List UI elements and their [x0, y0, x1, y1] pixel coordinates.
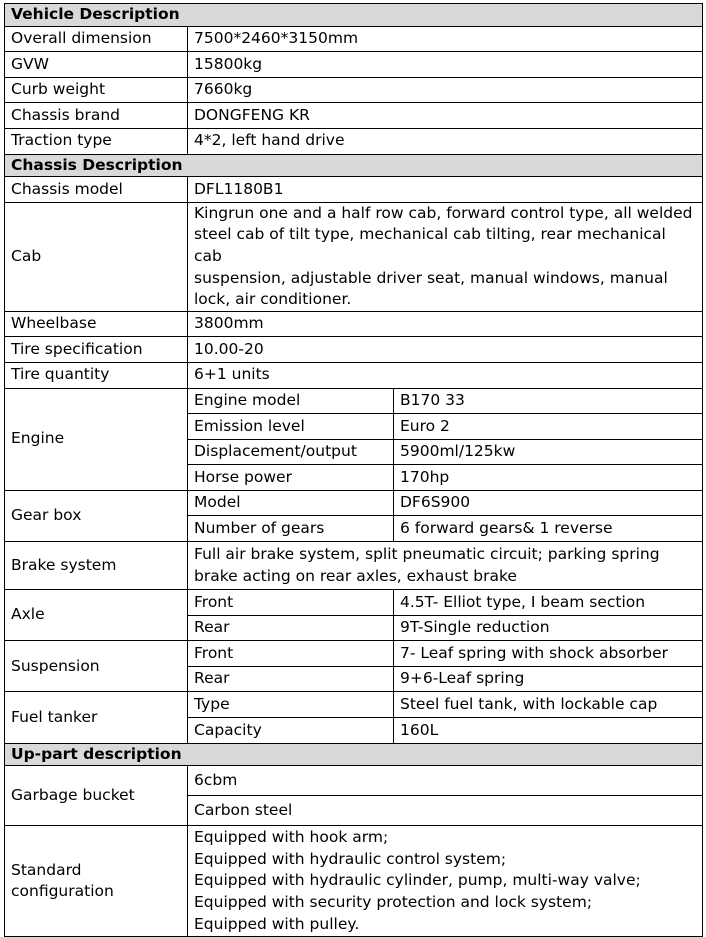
- text-line: brake acting on rear axles, exhaust brake: [194, 566, 517, 585]
- table-row: [5, 590, 703, 616]
- brake-description: [188, 542, 703, 590]
- text-line: suspension, adjustable driver seat, manual windows, manual: [194, 268, 668, 287]
- sub-value: 6 forward gears& 1 reverse: [394, 516, 703, 542]
- row-value: 15800kg: [188, 52, 703, 78]
- sub-label: Displacement/output: [188, 439, 394, 465]
- row-value: 3800mm: [188, 311, 703, 337]
- group-label: Gear box: [5, 490, 188, 541]
- sub-value: 9+6-Leaf spring: [394, 666, 703, 692]
- row-label: Wheelbase: [5, 311, 188, 337]
- sub-value: B170 33: [394, 388, 703, 414]
- table-row: [5, 337, 703, 363]
- row-value: DFL1180B1: [188, 177, 703, 203]
- row-value: Carbon steel: [188, 796, 703, 826]
- group-label: Suspension: [5, 641, 188, 692]
- table-row: [5, 826, 703, 937]
- text-line: Equipped with hydraulic cylinder, pump, multi-way valve;: [194, 871, 641, 890]
- sub-value: Steel fuel tank, with lockable cap: [394, 692, 703, 718]
- table-row: [5, 641, 703, 667]
- text-line: Equipped with pulley.: [194, 914, 360, 933]
- text-line: Kingrun one and a half row cab, forward control type, all welded: [194, 203, 693, 222]
- row-value: 4*2, left hand drive: [188, 128, 703, 154]
- sub-value: 160L: [394, 718, 703, 744]
- table-row: [5, 52, 703, 78]
- section-title: Vehicle Description: [5, 4, 703, 27]
- row-label: Overall dimension: [5, 26, 188, 52]
- sub-label: Front: [188, 641, 394, 667]
- sub-label: Rear: [188, 615, 394, 641]
- row-value: 6cbm: [188, 766, 703, 796]
- sub-label: Front: [188, 590, 394, 616]
- sub-label: Capacity: [188, 718, 394, 744]
- row-label: Cab: [5, 202, 188, 311]
- label-line: configuration: [11, 882, 114, 901]
- table-row: [5, 362, 703, 388]
- table-row: [5, 388, 703, 414]
- table-row: [5, 692, 703, 718]
- text-line: Equipped with hydraulic control system;: [194, 849, 507, 868]
- row-label: Traction type: [5, 128, 188, 154]
- section-header-uppart: [5, 743, 703, 766]
- standard-configuration-list: [188, 826, 703, 937]
- text-line: lock, air conditioner.: [194, 290, 352, 309]
- row-label: GVW: [5, 52, 188, 78]
- row-label: Tire quantity: [5, 362, 188, 388]
- sub-label: Horse power: [188, 465, 394, 491]
- sub-label: Engine model: [188, 388, 394, 414]
- table-row: [5, 103, 703, 129]
- table-row: [5, 77, 703, 103]
- cab-description: [188, 202, 703, 311]
- sub-label: Type: [188, 692, 394, 718]
- row-label: Chassis brand: [5, 103, 188, 129]
- table-row: [5, 202, 703, 311]
- group-label: Garbage bucket: [5, 766, 188, 826]
- section-header-chassis: [5, 154, 703, 177]
- text-line: Full air brake system, split pneumatic circuit; parking spring: [194, 544, 660, 563]
- table-row: [5, 26, 703, 52]
- row-value: 10.00-20: [188, 337, 703, 363]
- sub-value: Euro 2: [394, 414, 703, 440]
- row-label: Curb weight: [5, 77, 188, 103]
- table-row: [5, 177, 703, 203]
- row-value: 7660kg: [188, 77, 703, 103]
- table-row: [5, 766, 703, 796]
- table-row: [5, 311, 703, 337]
- sub-value: 170hp: [394, 465, 703, 491]
- group-label: Engine: [5, 388, 188, 490]
- spec-table: [4, 3, 703, 937]
- sub-label: Model: [188, 490, 394, 516]
- text-line: steel cab of tilt type, mechanical cab tilting, rear mechanical cab: [194, 225, 666, 265]
- sub-label: Emission level: [188, 414, 394, 440]
- group-label: Fuel tanker: [5, 692, 188, 743]
- section-title: Chassis Description: [5, 154, 703, 177]
- text-line: Equipped with hook arm;: [194, 828, 389, 847]
- table-row: [5, 128, 703, 154]
- row-label: Tire specification: [5, 337, 188, 363]
- section-header-vehicle: [5, 4, 703, 27]
- sub-label: Number of gears: [188, 516, 394, 542]
- sub-label: Rear: [188, 666, 394, 692]
- row-label: Chassis model: [5, 177, 188, 203]
- group-label: Axle: [5, 590, 188, 641]
- label-line: Standard: [11, 860, 82, 879]
- sub-value: 4.5T- Elliot type, I beam section: [394, 590, 703, 616]
- section-title: Up-part description: [5, 743, 703, 766]
- row-value: 6+1 units: [188, 362, 703, 388]
- group-label: [5, 826, 188, 937]
- sub-value: 7- Leaf spring with shock absorber: [394, 641, 703, 667]
- row-value: 7500*2460*3150mm: [188, 26, 703, 52]
- table-row: [5, 542, 703, 590]
- sub-value: 9T-Single reduction: [394, 615, 703, 641]
- sub-value: 5900ml/125kw: [394, 439, 703, 465]
- table-row: [5, 490, 703, 516]
- sub-value: DF6S900: [394, 490, 703, 516]
- row-label: Brake system: [5, 542, 188, 590]
- row-value: DONGFENG KR: [188, 103, 703, 129]
- text-line: Equipped with security protection and lock system;: [194, 893, 593, 912]
